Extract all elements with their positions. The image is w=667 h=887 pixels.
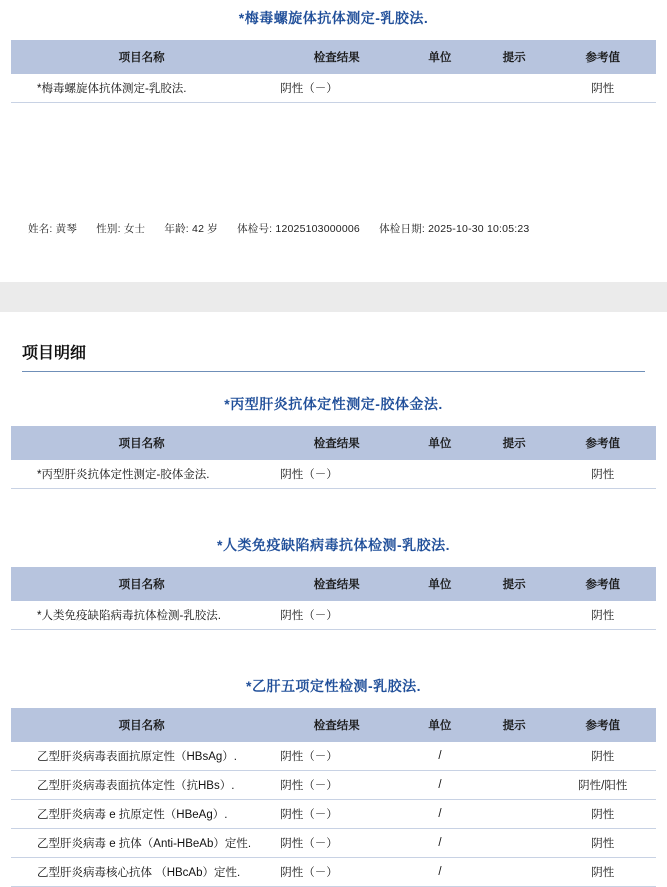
header-reference: 参考值 — [550, 40, 656, 74]
cell-item-name: 乙型肝炎病毒表面抗原定性（HBsAg）. — [11, 742, 272, 771]
cell-result: 阴性（－） — [272, 742, 401, 771]
cell-unit: / — [401, 742, 478, 771]
cell-item-name: *梅毒螺旋体抗体测定-乳胶法. — [11, 74, 272, 103]
blank-area — [0, 103, 667, 221]
page-title: 项目明细 — [22, 345, 87, 362]
header-item-name: 项目名称 — [11, 40, 272, 74]
table-row — [11, 742, 656, 771]
header-result: 检查结果 — [272, 40, 401, 74]
table-header-row — [11, 40, 656, 74]
cell-item-name: *人类免疫缺陷病毒抗体检测-乳胶法. — [11, 601, 272, 630]
cell-hint — [479, 742, 550, 771]
cell-reference: 阴性/阳性 — [550, 771, 656, 800]
table-header-row — [11, 426, 656, 460]
header-result: 检查结果 — [272, 426, 401, 460]
section-title-hbv-panel: *乙肝五项定性检测-乳胶法. — [246, 678, 421, 694]
exam-number-value: 12025103000006 — [275, 223, 360, 235]
cell-result: 阴性（－） — [272, 829, 401, 858]
cell-result: 阴性（－） — [272, 800, 401, 829]
exam-table-hcv — [11, 426, 656, 489]
header-item-name: 项目名称 — [11, 708, 272, 742]
cell-hint — [479, 74, 550, 103]
patient-name-label: 姓名: — [28, 223, 53, 235]
table-row — [11, 460, 656, 489]
section-title-hiv: *人类免疫缺陷病毒抗体检测-乳胶法. — [217, 537, 450, 553]
cell-reference: 阴性 — [550, 460, 656, 489]
cell-unit — [401, 460, 478, 489]
section-title-hcv: *丙型肝炎抗体定性测定-胶体金法. — [224, 396, 443, 412]
cell-reference: 阴性 — [550, 742, 656, 771]
cell-item-name: 乙型肝炎病毒 e 抗体（Anti-HBeAb）定性. — [11, 829, 272, 858]
cell-reference: 阴性 — [550, 858, 656, 887]
cell-item-name: 乙型肝炎病毒表面抗体定性（抗HBs）. — [11, 771, 272, 800]
page-separator — [0, 282, 667, 312]
cell-unit: / — [401, 858, 478, 887]
header-unit: 单位 — [401, 708, 478, 742]
cell-unit: / — [401, 829, 478, 858]
table-row — [11, 829, 656, 858]
exam-table-hbv-panel — [11, 708, 656, 887]
table-row — [11, 601, 656, 630]
header-result: 检查结果 — [272, 708, 401, 742]
header-hint: 提示 — [479, 567, 550, 601]
exam-table-syphilis — [11, 40, 656, 103]
cell-unit — [401, 601, 478, 630]
table-row — [11, 74, 656, 103]
cell-reference: 阴性 — [550, 601, 656, 630]
cell-hint — [479, 460, 550, 489]
patient-age-label: 年龄: — [164, 223, 189, 235]
exam-date-label: 体检日期: — [379, 223, 426, 235]
header-hint: 提示 — [479, 40, 550, 74]
table-header-row — [11, 567, 656, 601]
header-hint: 提示 — [479, 708, 550, 742]
exam-table-hiv — [11, 567, 656, 630]
cell-hint — [479, 800, 550, 829]
cell-result: 阴性（－） — [272, 771, 401, 800]
cell-result: 阴性（－） — [272, 74, 401, 103]
patient-gender-label: 性别: — [96, 223, 121, 235]
cell-hint — [479, 858, 550, 887]
header-item-name: 项目名称 — [11, 426, 272, 460]
cell-hint — [479, 771, 550, 800]
header-reference: 参考值 — [550, 426, 656, 460]
header-unit: 单位 — [401, 567, 478, 601]
patient-name-value: 黄琴 — [55, 223, 78, 235]
cell-hint — [479, 601, 550, 630]
cell-reference: 阴性 — [550, 829, 656, 858]
cell-reference: 阴性 — [550, 74, 656, 103]
exam-number-label: 体检号: — [237, 223, 273, 235]
patient-info-line — [0, 221, 667, 236]
header-result: 检查结果 — [272, 567, 401, 601]
cell-item-name: *丙型肝炎抗体定性测定-胶体金法. — [11, 460, 272, 489]
table-header-row — [11, 708, 656, 742]
table-row — [11, 771, 656, 800]
cell-hint — [479, 829, 550, 858]
patient-gender-value: 女士 — [123, 223, 146, 235]
header-hint: 提示 — [479, 426, 550, 460]
header-unit: 单位 — [401, 40, 478, 74]
cell-result: 阴性（－） — [272, 601, 401, 630]
header-reference: 参考值 — [550, 708, 656, 742]
header-item-name: 项目名称 — [11, 567, 272, 601]
cell-result: 阴性（－） — [272, 858, 401, 887]
cell-unit — [401, 74, 478, 103]
header-unit: 单位 — [401, 426, 478, 460]
cell-result: 阴性（－） — [272, 460, 401, 489]
table-row — [11, 858, 656, 887]
cell-unit: / — [401, 771, 478, 800]
cell-unit: / — [401, 800, 478, 829]
cell-item-name: 乙型肝炎病毒核心抗体 （HBcAb）定性. — [11, 858, 272, 887]
section-title-syphilis: *梅毒螺旋体抗体测定-乳胶法. — [238, 10, 429, 26]
cell-item-name: 乙型肝炎病毒 e 抗原定性（HBeAg）. — [11, 800, 272, 829]
cell-reference: 阴性 — [550, 800, 656, 829]
patient-age-value: 42 岁 — [192, 223, 218, 235]
table-row — [11, 800, 656, 829]
header-reference: 参考值 — [550, 567, 656, 601]
exam-date-value: 2025-10-30 10:05:23 — [428, 223, 530, 235]
